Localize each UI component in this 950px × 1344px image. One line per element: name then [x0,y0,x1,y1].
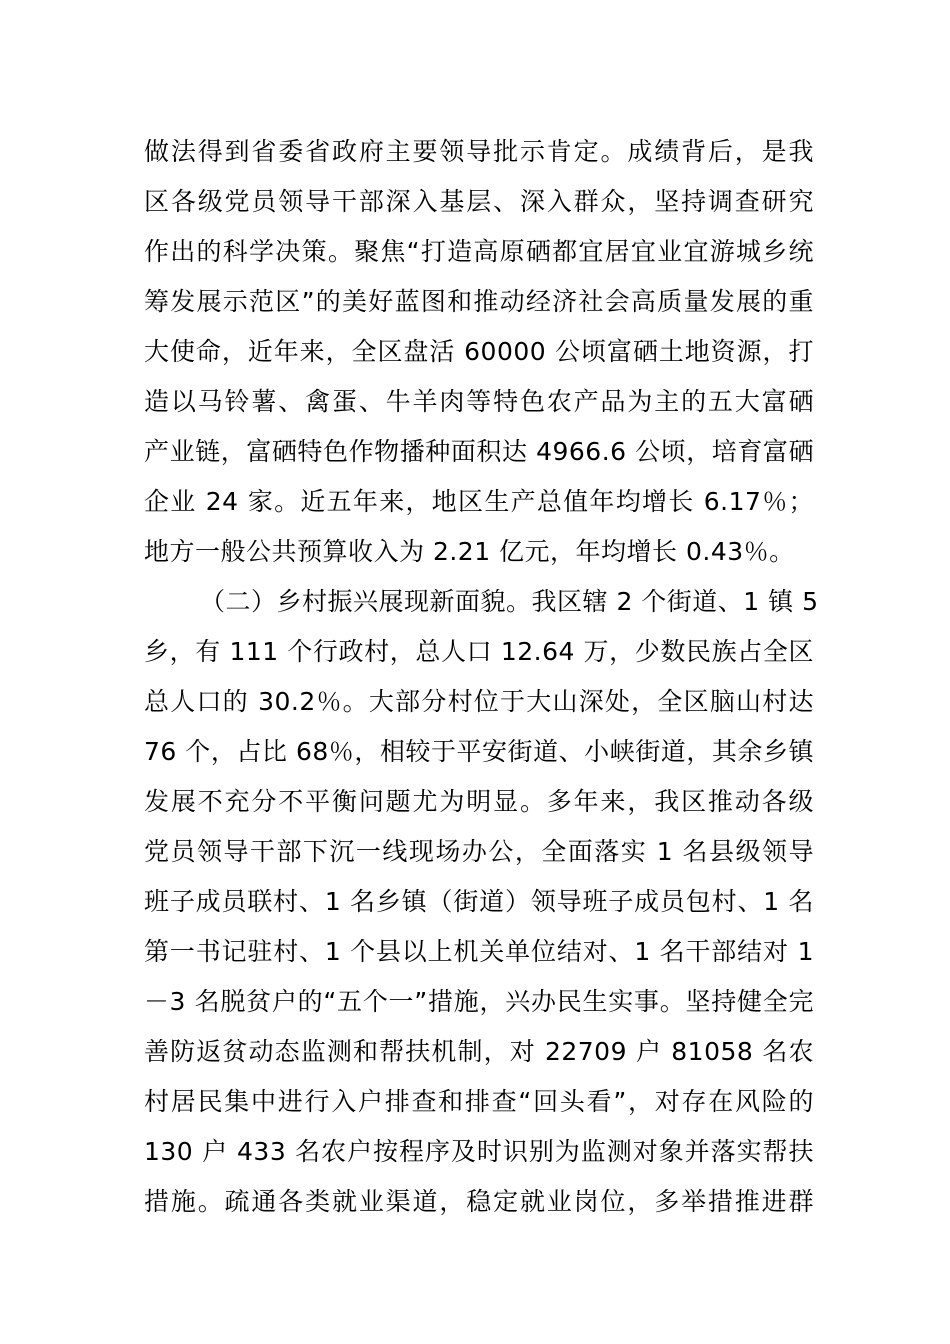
text-line: 76 个，占比 68％，相较于平安街道、小峡街道，其余乡镇 [144,737,814,766]
text-line: 区各级党员领导干部深入基层、深入群众，坚持调查研究 [144,187,814,216]
text-line: 产业链，富硒特色作物播种面积达 4966.6 公顷，培育富硒 [144,437,814,466]
paragraph-rural-revitalization [144,577,819,1227]
text-line: 大使命，近年来，全区盘活 60000 公顷富硒土地资源，打 [144,337,814,366]
paragraph-achievements [144,127,814,577]
text-line: 村居民集中进行入户排查和排查“回头看”，对存在风险的 [144,1087,814,1116]
text-line: 善防返贫动态监测和帮扶机制，对 22709 户 81058 名农 [144,1037,814,1066]
text-line: 乡，有 111 个行政村，总人口 12.64 万，少数民族占全区 [144,637,814,666]
section-heading-line: （二）乡村振兴展现新面貌。我区辖 2 个街道、1 镇 5 [200,587,819,616]
text-line: 第一书记驻村、1 个县以上机关单位结对、1 名干部结对 1 [144,937,814,966]
text-line: 地方一般公共预算收入为 2.21 亿元，年均增长 0.43％。 [144,537,795,566]
text-line: 措施。疏通各类就业渠道，稳定就业岗位，多举措推进群 [144,1187,814,1216]
text-line: 发展不充分不平衡问题尤为明显。多年来，我区推动各级 [144,787,814,816]
text-line: 党员领导干部下沉一线现场办公，全面落实 1 名县级领导 [144,837,814,866]
text-line: 做法得到省委省政府主要领导批示肯定。成绩背后，是我 [144,137,814,166]
text-line: 班子成员联村、1 名乡镇（街道）领导班子成员包村、1 名 [144,887,814,916]
text-line: 筹发展示范区”的美好蓝图和推动经济社会高质量发展的重 [144,287,814,316]
text-line: 130 户 433 名农户按程序及时识别为监测对象并落实帮扶 [144,1137,814,1166]
text-line: 企业 24 家。近五年来，地区生产总值年均增长 6.17％； [144,487,814,516]
text-line: 造以马铃薯、禽蛋、牛羊肉等特色农产品为主的五大富硒 [144,387,814,416]
text-line: 总人口的 30.2％。大部分村位于大山深处，全区脑山村达 [144,687,814,716]
text-line: 作出的科学决策。聚焦“打造高原硒都宜居宜业宜游城乡统 [144,237,814,266]
text-line: －3 名脱贫户的“五个一”措施，兴办民生实事。坚持健全完 [144,987,814,1016]
